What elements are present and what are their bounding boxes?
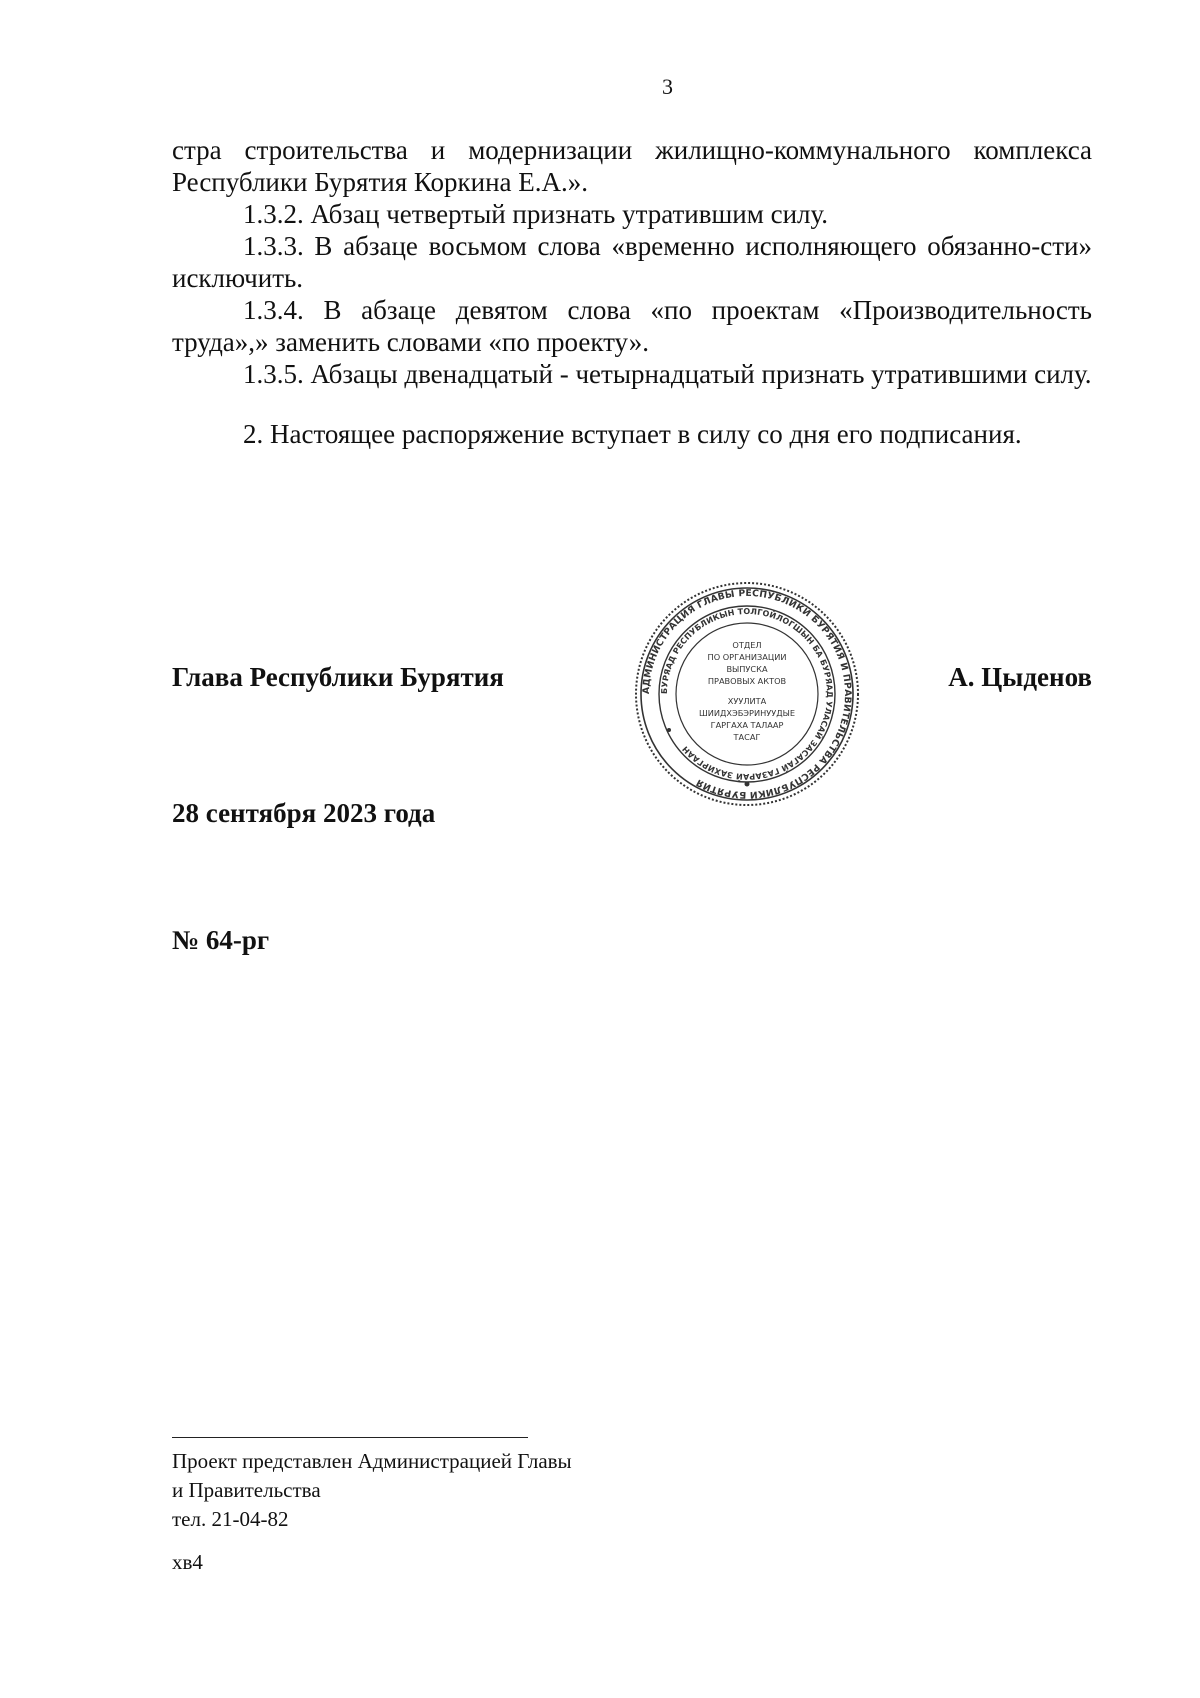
seal-center-line: ОТДЕЛ	[732, 640, 762, 650]
official-seal	[633, 580, 861, 808]
footnote-line: и Правительства	[172, 1478, 321, 1502]
paragraph-2: 2. Настоящее распоряжение вступает в силу со дня его подписания.	[243, 419, 1022, 449]
seal-center-line: ПО ОРГАНИЗАЦИИ	[707, 652, 787, 662]
signature-block	[172, 662, 1092, 693]
document-number: № 64-рг	[172, 925, 270, 955]
seal-center-line: ПРАВОВЫХ АКТОВ	[707, 676, 787, 686]
svg-text:АДМИНИСТРАЦИЯ ГЛАВЫ РЕСПУБЛИКИ	[641, 588, 853, 800]
paragraph-1-3-5: 1.3.5. Абзацы двенадцатый - четырнадцатый признать утратившими силу.	[243, 359, 1092, 389]
seal-center-line: ВЫПУСКА	[726, 664, 768, 674]
seal-center-line: ТАСАГ	[733, 732, 761, 742]
signatory-position: Глава Республики Бурятия	[172, 662, 504, 692]
page-number: 3	[662, 74, 673, 99]
paragraph-1-3-3: 1.3.3. В абзаце восьмом слова «временно исполняющего обязанно-сти» исключить.	[172, 231, 1092, 293]
footnote-line: Проект представлен Администрацией Главы	[172, 1449, 572, 1473]
paragraph-1-3-4: 1.3.4. В абзаце девятом слова «по проектам «Производительность труда»,» заменить словами «по проекту».	[172, 295, 1092, 357]
seal-center-line: ХУУЛИТА	[727, 696, 767, 706]
seal-inner-text: БУРЯАД РЕСПУБЛИКЫН ТОЛГОЙЛОГШЫН БА БУРЯАД УЛАСАЙ ЗАСАГАЙ ГАЗАРАЙ ЗАХИРГААН	[659, 606, 835, 782]
signatory-name: А. Цыденов	[948, 662, 1092, 692]
footnote-divider	[172, 1437, 528, 1438]
document-date: 28 сентября 2023 года	[172, 798, 436, 828]
paragraph-continuation: стра строительства и модернизации жилищно-коммунального комплекса Республики Бурятия Коркина Е.А.».	[172, 135, 1092, 197]
footnote	[172, 1447, 572, 1534]
seal-center-line: ГАРГАХА ТАЛААР	[710, 720, 784, 730]
footnote-line: тел. 21-04-82	[172, 1507, 289, 1531]
paragraph-1-3-2: 1.3.2. Абзац четвертый признать утратившим силу.	[243, 199, 829, 229]
executor-code: хв4	[172, 1550, 203, 1574]
seal-outer-text: АДМИНИСТРАЦИЯ ГЛАВЫ РЕСПУБЛИКИ БУРЯТИЯ И ПРАВИТЕЛЬСТВА РЕСПУБЛИКИ БУРЯТИЯ	[640, 587, 854, 801]
document-body	[172, 134, 1092, 450]
seal-center-line: ШИИДХЭБЭРИНУУДЫЕ	[698, 708, 796, 718]
